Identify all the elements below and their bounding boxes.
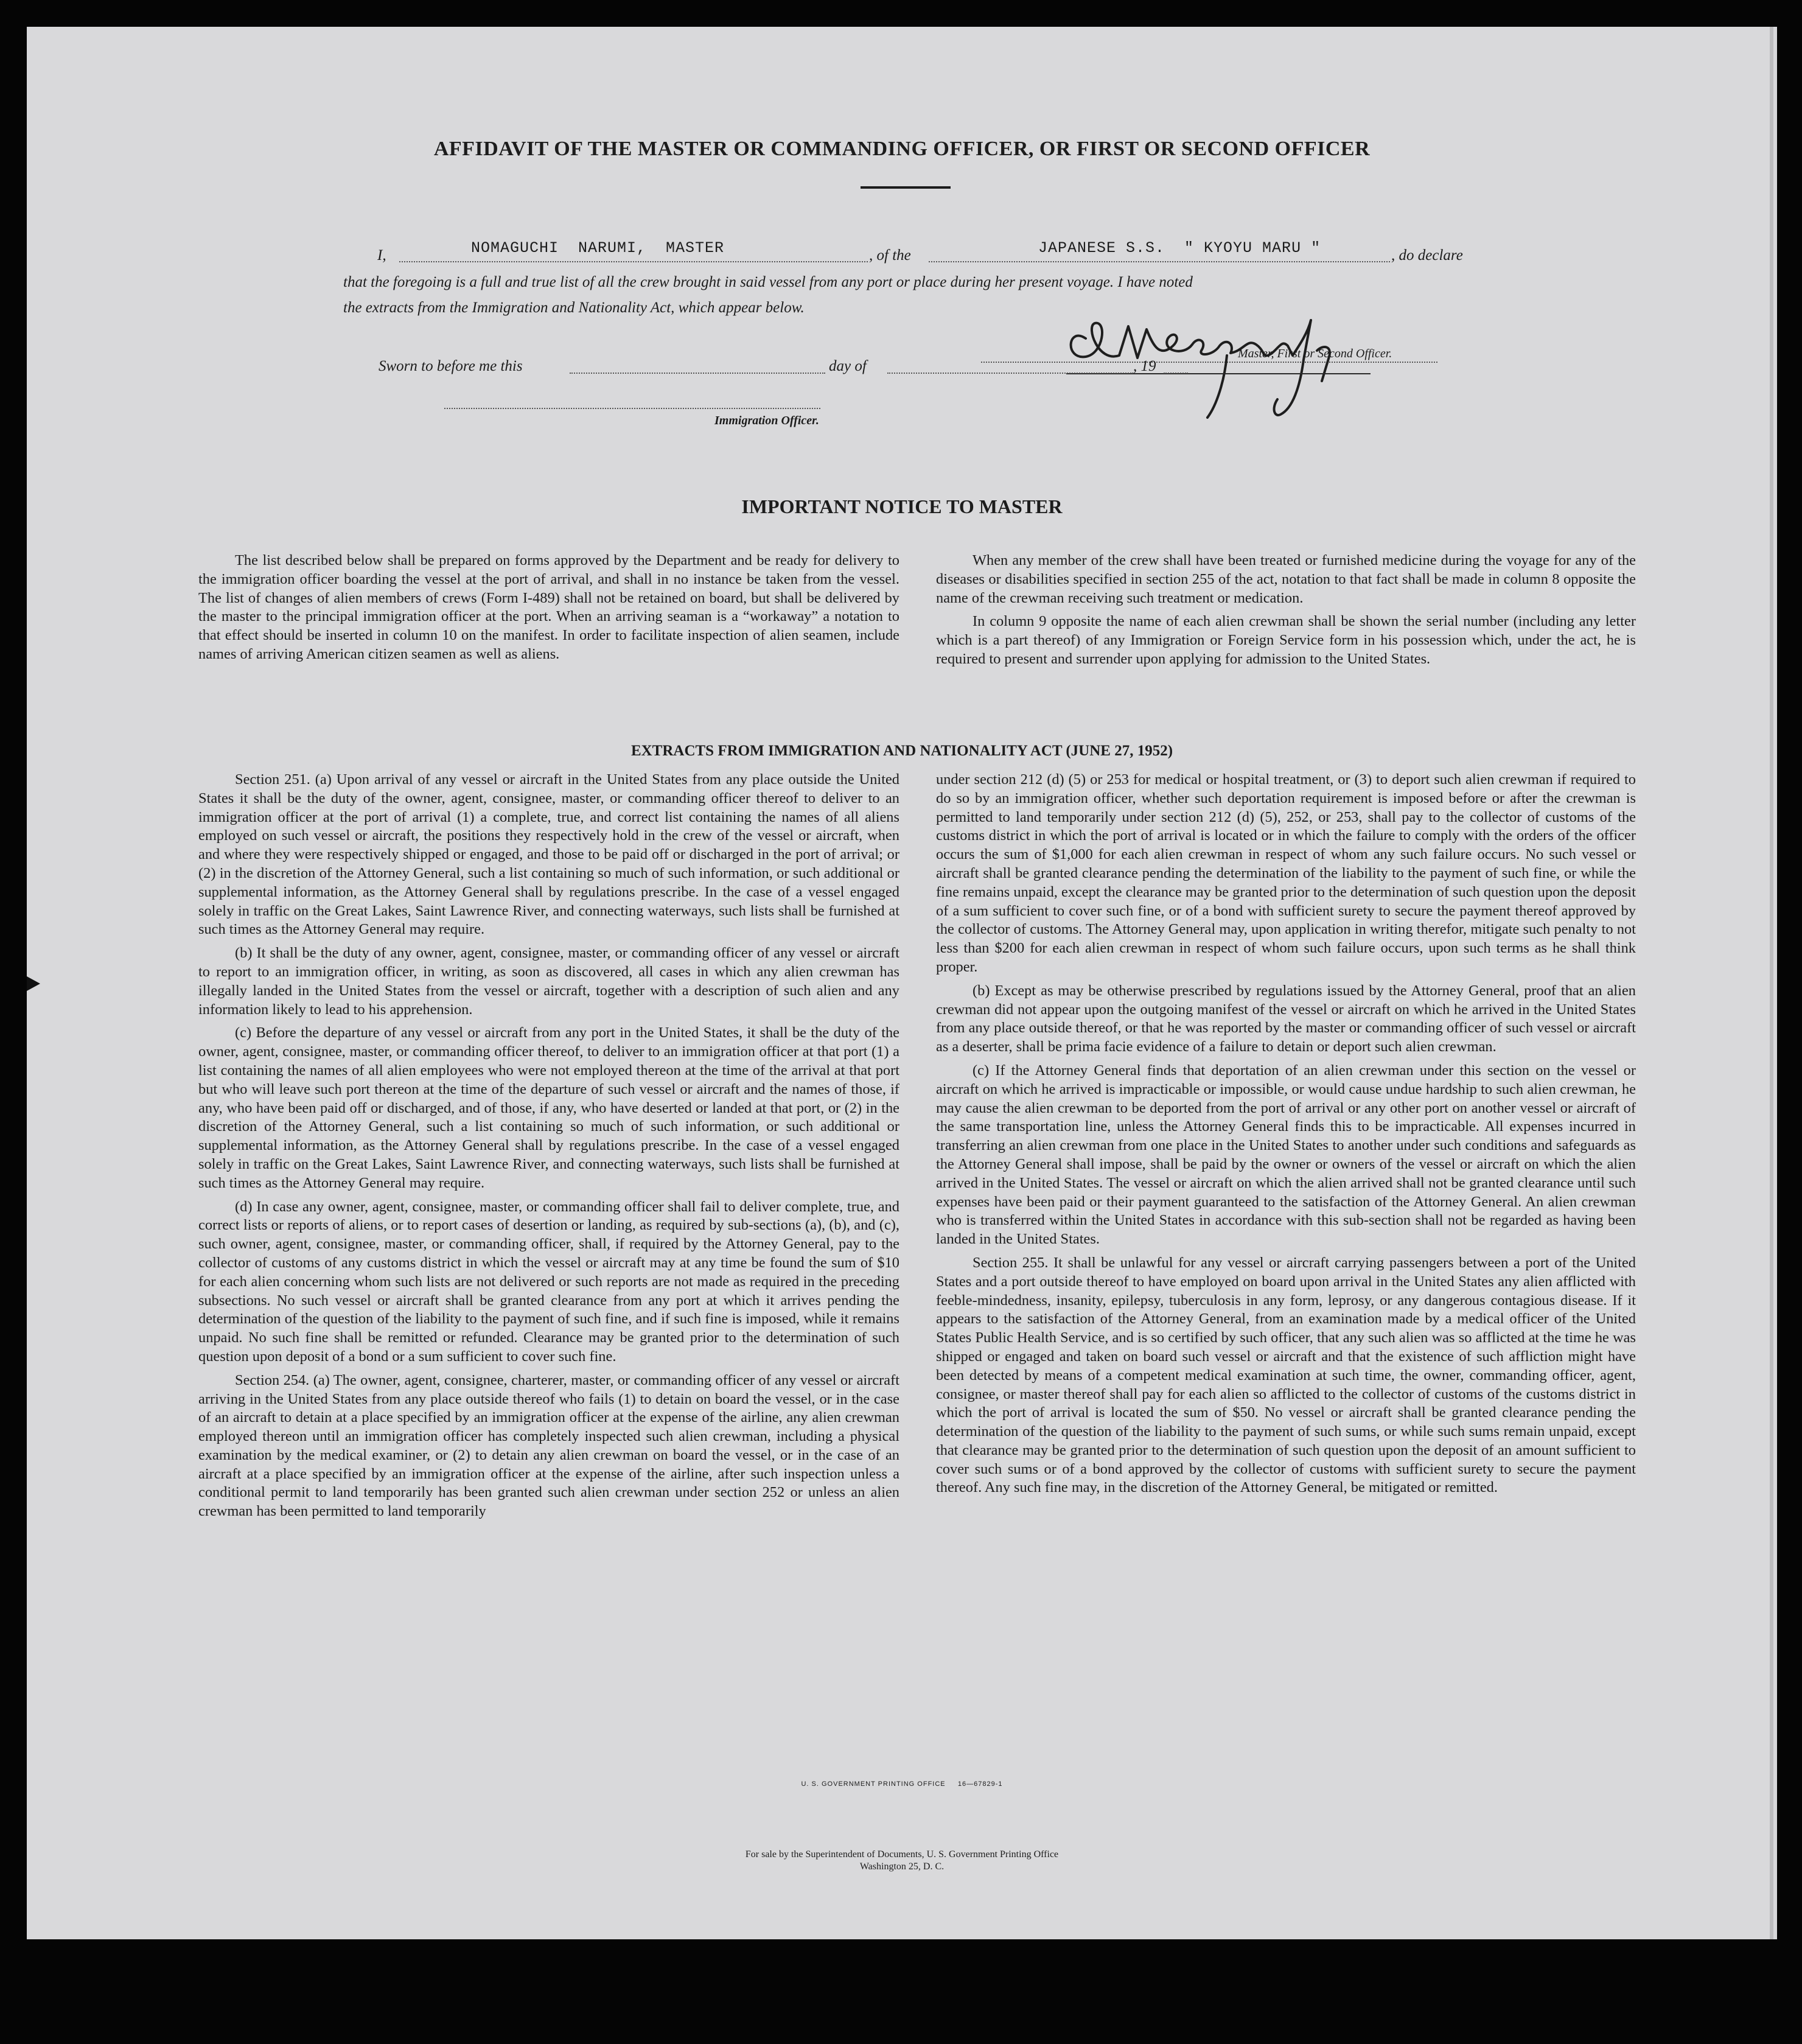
form-page [27,27,1777,1939]
section-254-a: Section 254. (a) The owner, agent, consignee, charterer, master, or commanding officer of any vessel or aircraft arriving in the United States from any place outside thereof who fails (1) to detain on board the vessel, or in the case of an aircraft to detain at a place specified by an immigration officer at the expense of the airline, any alien crewman employed thereon until an immigration officer has completely inspected such alien crewman, including a physical examination by the medical examiner, or (2) to detain any alien crewman on board the vessel, or in the case of an aircraft at a place specified by an immigration officer at the expense of the airline, after such inspection unless a conditional permit to land temporarily has been granted such alien crewman under section 252 or unless an alien crewman has been permitted to land temporarily [198,1371,899,1520]
section-251-c: (c) Before the departure of any vessel or aircraft from any port in the United States, it shall be the duty of the owner, agent, consignee, master, or commanding officer thereof, to deliver to an immigration officer at that port (1) a list containing the names of all alien employees who were not employed thereon at the time of the arrival at that port but who will leave such port thereon at the time of the departure of such vessel or aircraft and the names of those, if any, who have been paid off or discharged, and of those, if any, who have deserted or landed at that port, or (2) in the discretion of the Attorney General, such a list containing so much of such information, or such additional or supplemental information, as the Attorney General shall by regulations prescribe. In the case of a vessel engaged solely in traffic on the Great Lakes, Saint Lawrence River, and connecting waterways, such lists shall be furnished at such times as the Attorney General may require. [198,1024,899,1191]
section-254-a-continued: under section 212 (d) (5) or 253 for medical or hospital treatment, or (3) to deport such alien crewman if required to do so by an immigration officer, whether such deportation requirement is imposed before or after the crewman is permitted to land temporarily under section 212 (d) (5), 252, or 253, shall pay to the collector of customs of the customs district in which the port of arrival is located or in which the failure to comply with the orders of the officer occurs the sum of $1,000 for each alien crewman in respect of whom any such failure occurs. No such vessel or aircraft shall be granted clearance pending the determination of the liability to the payment of such fine, or while the fine remains unpaid, except the clearance may be granted prior to the determination of such question upon the deposit of a sum sufficient to cover such fine, or of a bond with sufficient surety to secure the payment thereof approved by the collector of customs. The Attorney General may, upon application in writing therefor, mitigate such penalty to not less than $200 for each alien crewman in respect of whom such failure occurs, upon such terms as he shall think proper. [936,771,1636,975]
master-caption: Master, First or Second Officer. [1238,347,1392,360]
immigration-officer-line [444,402,820,409]
sworn-label: Sworn to before me this [379,358,523,374]
notice-left-column [198,551,899,669]
vessel-name-value: JAPANESE S.S. " KYOYU MARU " [1038,239,1321,257]
section-254-b: (b) Except as may be otherwise prescribed by regulations issued by the Attorney General, proof that an alien crewman did not appear upon the outgoing manifest of the vessel or aircraft on which he arrived in the United States from any place outside thereof, or that he was reported by the master or commanding officer of such vessel or aircraft as a deserter, shall be prima facie evidence of a failure to detain or deport such alien crewman. [936,982,1636,1055]
page-edge [1770,27,1773,1939]
extracts-left-column [198,771,899,1526]
year-prefix: , 19 [1133,358,1156,374]
sworn-month-field [887,355,1133,374]
section-251-d: (d) In case any owner, agent, consignee, master, or commanding officer shall fail to deliver complete, true, and correct lists or reports of aliens, or to report cases of desertion or landing, as required by sub-sections (a), (b), and (c), such owner, agent, consignee, master, or commanding officer, shall, if required by the Attorney General, pay to the collector of customs of any customs district in which the vessel or aircraft may at any time be found the sum of $10 for each alien concerning whom such lists are not delivered or such reports are not made as required in the preceding subsections. No such vessel or aircraft shall be granted clearance from any port at which it arrives pending the determination of the question of the liability to the payment of such fine, and if such fine is imposed, while it remains unpaid. No such fine shall be remitted or refunded. Clearance may be granted prior to the determination of such question upon deposit of a bond or a sum sufficient to cover such fine. [198,1198,899,1365]
extracts-right-column [936,771,1636,1502]
notice-title: IMPORTANT NOTICE TO MASTER [741,495,1063,517]
notice-right-column [936,551,1636,674]
title-rule [861,186,951,189]
section-251-a: Section 251. (a) Upon arrival of any vessel or aircraft in the United States from any place outside the United States it shall be the duty of the owner, agent, consignee, master, or commanding officer thereof to deliver to an immigration officer at the port of arrival (1) a complete, true, and correct list containing the names of all aliens employed on such vessel or aircraft, the positions they respectively hold in the crew of the vessel or aircraft, when and where they were respectively shipped or engaged, and those to be paid off or discharged in the port of arrival; or (2) in the discretion of the Attorney General, such a list containing so much of such information, or such additional or supplemental information, as the Attorney General shall by regulations prescribe. In the case of a vessel engaged solely in traffic on the Great Lakes, Saint Lawrence River, and connecting waterways, such lists shall be furnished at such times as the Attorney General may require. [198,771,899,938]
sworn-date-field [570,355,825,374]
do-declare-label: , do declare [1391,247,1463,264]
gpo-imprint: U. S. GOVERNMENT PRINTING OFFICE 16—67829-1 [801,1780,1003,1788]
vessel-name-field [929,239,1390,262]
affidavit-title: AFFIDAVIT OF THE MASTER OR COMMANDING OFFICER, OR FIRST OR SECOND OFFICER [433,138,1371,160]
notice-paragraph: When any member of the crew shall have been treated or furnished medicine during the voyage for any of the diseases or disabilities specified in section 255 of the act, notation to that fact shall be made in column 8 opposite the name of the crewman receiving such treatment or medication. [936,552,1636,606]
sworn-year-field [1164,355,1188,374]
i-label: I, [377,247,386,264]
sale-line-2: Washington 25, D. C. [859,1861,945,1872]
master-name-value: NOMAGUCHI NARUMI, MASTER [471,239,725,257]
of-the-label: , of the [869,247,911,264]
day-of-label: day of [829,358,867,374]
notice-paragraph: In column 9 opposite the name of each alien crewman shall be shown the serial number (including any letter which is a part thereof) of any Immigration or Foreign Service form in his possession which, under the act, he is required to present and surrender upon applying for admission to the United States. [936,613,1636,667]
section-254-c: (c) If the Attorney General finds that deportation of an alien crewman under this section on the vessel or aircraft on which he arrived is impracticable or impossible, or would cause undue hardship to such alien crewman, he may cause the alien crewman to be deported from the port of arrival or any other port on another vessel or aircraft of the same transportation line, unless the Attorney General finds this to be impracticable. All expenses incurred in transferring an alien crewman from one place in the United States to another under such conditions and safeguards as the Attorney General shall impose, shall be paid by the owner or owners of the vessel or aircraft on which the alien arrived in the United States. The vessel or aircraft on which the alien arrived shall not be granted clearance until such expenses have been paid or their payment guaranteed to the satisfaction of the Attorney General. An alien crewman who is transferred within the United States in accordance with this sub-section shall not be regarded as having been landed in the United States. [936,1062,1636,1248]
notice-paragraph: The list described below shall be prepared on forms approved by the Department and be ready for delivery to the immigration officer boarding the vessel at the port of arrival, and shall in no instance be taken from the vessel. The list of changes of alien members of crews (Form I-489) shall not be retained on board, but shall be delivered by the master to the principal immigration officer at the port. When an arriving seaman is a “workaway” a notation to that effect should be inserted in column 10 on the manifest. In order to facilitate inspection of alien seamen, include names of arriving American citizen seamen as well as aliens. [198,552,899,662]
declaration-line-1: that the foregoing is a full and true list of all the crew brought in said vessel from any port or place during her present voyage. I have noted [343,274,1193,290]
sale-line-1: For sale by the Superintendent of Documents, U. S. Government Printing Office [745,1849,1059,1860]
section-255: Section 255. It shall be unlawful for any vessel or aircraft carrying passengers between a port of the United States and a port outside thereof to have employed on board upon arrival in the United States any alien afflicted with feeble-mindedness, insanity, epilepsy, tuberculosis in any form, leprosy, or any dangerous contagious disease. If it appears to the satisfaction of the Attorney General, from an examination made by a medical officer of the United States Public Health Service, and is so certified by such officer, that any such alien was so afflicted at the time he was shipped or engaged and taken on board such vessel or aircraft and that the existence of such affliction might have been detected by means of a competent medical examination at such time, the owner, commanding officer, agent, consignee, or master thereof shall pay for each alien so afflicted to the collector of customs of the customs district in which the port of arrival is located the sum of $50. No vessel or aircraft shall be granted clearance pending the determination of the question of the liability to the payment of such sums, or while such sums remain unpaid, except that clearance may be granted prior to the determination of such question upon the deposit of an amount sufficient to cover such sums or of a bond approved by the collector of customs with sufficient surety to secure the payment thereof. Any such fine may, in the discretion of the Attorney General, be mitigated or remitted. [936,1254,1636,1496]
master-name-field [399,239,868,262]
declaration-line-2: the extracts from the Immigration and Nationality Act, which appear below. [343,299,805,316]
extracts-title: EXTRACTS FROM IMMIGRATION AND NATIONALITY ACT (JUNE 27, 1952) [630,743,1173,759]
immigration-officer-caption: Immigration Officer. [714,414,819,427]
scan-notch-mark [27,976,40,991]
section-251-b: (b) It shall be the duty of any owner, agent, consignee, master, or commanding officer of any vessel or aircraft to report to an immigration officer, in writing, as soon as discovered, all cases in which any alien crewman has illegally landed in the United States from the vessel or aircraft, together with a description of such alien and any information likely to lead to his apprehension. [198,945,899,1018]
sale-notice [27,1849,1777,1873]
